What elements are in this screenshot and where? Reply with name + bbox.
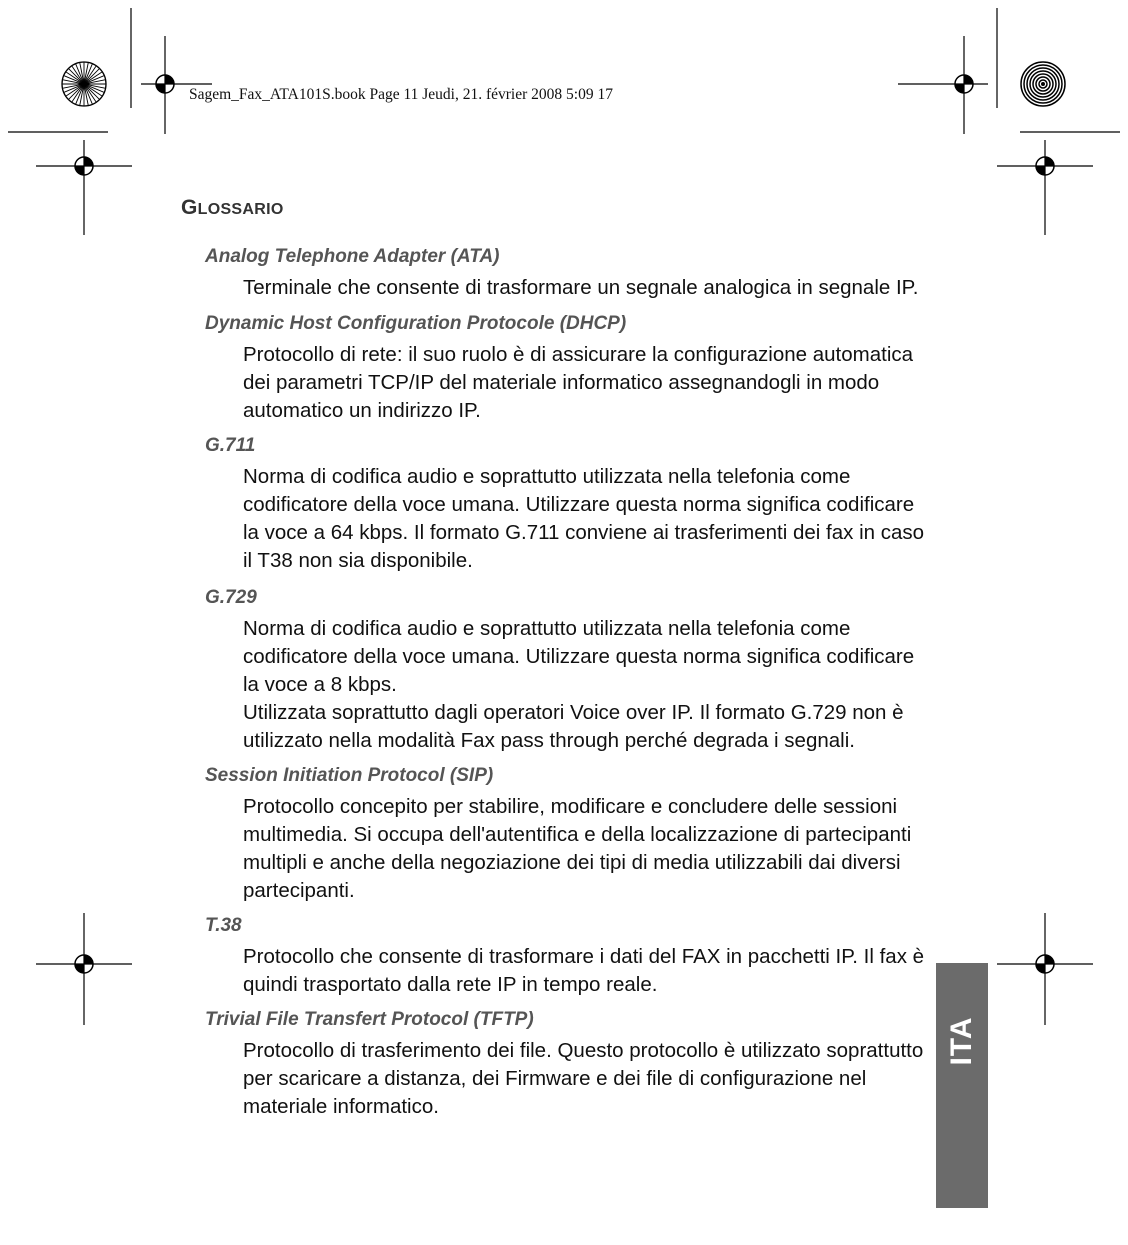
definition-paragraph: Protocollo concepito per stabilire, modificare e concludere delle sessioni multimedia. Si occupa dell'autentifica e della localizzazione di partecipanti multipli e anche della negoziazione dei tipi di media utilizzabili dai diversi partecipanti. [243,795,912,902]
crosshair-right-upper-icon [997,140,1093,235]
glossary-list [205,244,925,1121]
glossary-definition [243,615,925,755]
crosshair-top-left-icon [141,36,212,134]
glossary-term: Analog Telephone Adapter (ATA) [205,246,500,267]
glossary-entry-sip [205,763,925,905]
glossary-definition [243,793,925,905]
crosshair-top-right-icon [898,36,988,134]
glossary-term: T.38 [205,915,242,936]
language-tab-label: ITA [945,1016,978,1066]
glossary-entry-g729 [205,585,925,755]
definition-paragraph: Norma di codifica audio e soprattutto utilizzata nella telefonia come codificatore della voce umana. Utilizzare questa norma significa codificare la voce a 8 kbps. [243,617,915,696]
definition-paragraph: Protocollo che consente di trasformare i dati del FAX in pacchetti IP. Il fax è quindi trasportato dalla rete IP in tempo reale. [243,945,925,996]
concentric-target-right-icon [1021,62,1065,106]
glossary-definition [243,463,925,575]
glossary-entry-tftp [205,1007,925,1121]
definition-paragraph: Protocollo di trasferimento dei file. Questo protocollo è utilizzato soprattutto per scaricare a distanza, dei Firmware e dei file di configurazione nel materiale informatico. [243,1039,924,1118]
crosshair-left-lower-icon [36,913,132,1025]
glossary-entry-g711 [205,433,925,575]
crosshair-left-upper-icon [36,140,132,235]
title-initial: G [181,196,198,219]
print-header: Sagem_Fax_ATA101S.book Page 11 Jeudi, 21. février 2008 5:09 17 [189,86,613,103]
glossary-entry-ata [205,244,925,302]
glossary-definition [243,1037,925,1121]
definition-paragraph: Utilizzata soprattutto dagli operatori Voice over IP. Il formato G.729 non è utilizzato nella modalità Fax pass through perché degrada i segnali. [243,701,904,752]
definition-paragraph: Terminale che consente di trasformare un segnale analogica in segnale IP. [243,276,919,299]
glossary-term: Trivial File Transfert Protocol (TFTP) [205,1009,534,1030]
glossary-term: Session Initiation Protocol (SIP) [205,765,494,786]
language-side-tab [936,963,988,1208]
definition-paragraph: Protocollo di rete: il suo ruolo è di assicurare la configurazione automatica dei parametri TCP/IP del materiale informatico assegnandogli in modo automatico un indirizzo IP. [243,343,914,422]
star-target-left-icon [62,62,106,106]
glossary-entry-t38 [205,913,925,999]
crosshair-right-lower-icon [997,913,1093,1025]
glossary-definition [243,341,925,425]
glossary-definition [243,274,925,302]
definition-paragraph: Norma di codifica audio e soprattutto utilizzata nella telefonia come codificatore della voce umana. Utilizzare questa norma significa codificare la voce a 64 kbps. Il formato G.711 conviene ai trasferimenti dei fax in caso il T38 non sia disponibile. [243,465,925,572]
glossary-term: G.729 [205,587,257,608]
page-title [181,196,284,220]
glossary-definition [243,943,925,999]
glossary-term: Dynamic Host Configuration Protocole (DHCP) [205,313,627,334]
glossary-term: G.711 [205,435,256,456]
glossary-entry-dhcp [205,311,925,425]
title-rest: LOSSARIO [197,201,284,218]
